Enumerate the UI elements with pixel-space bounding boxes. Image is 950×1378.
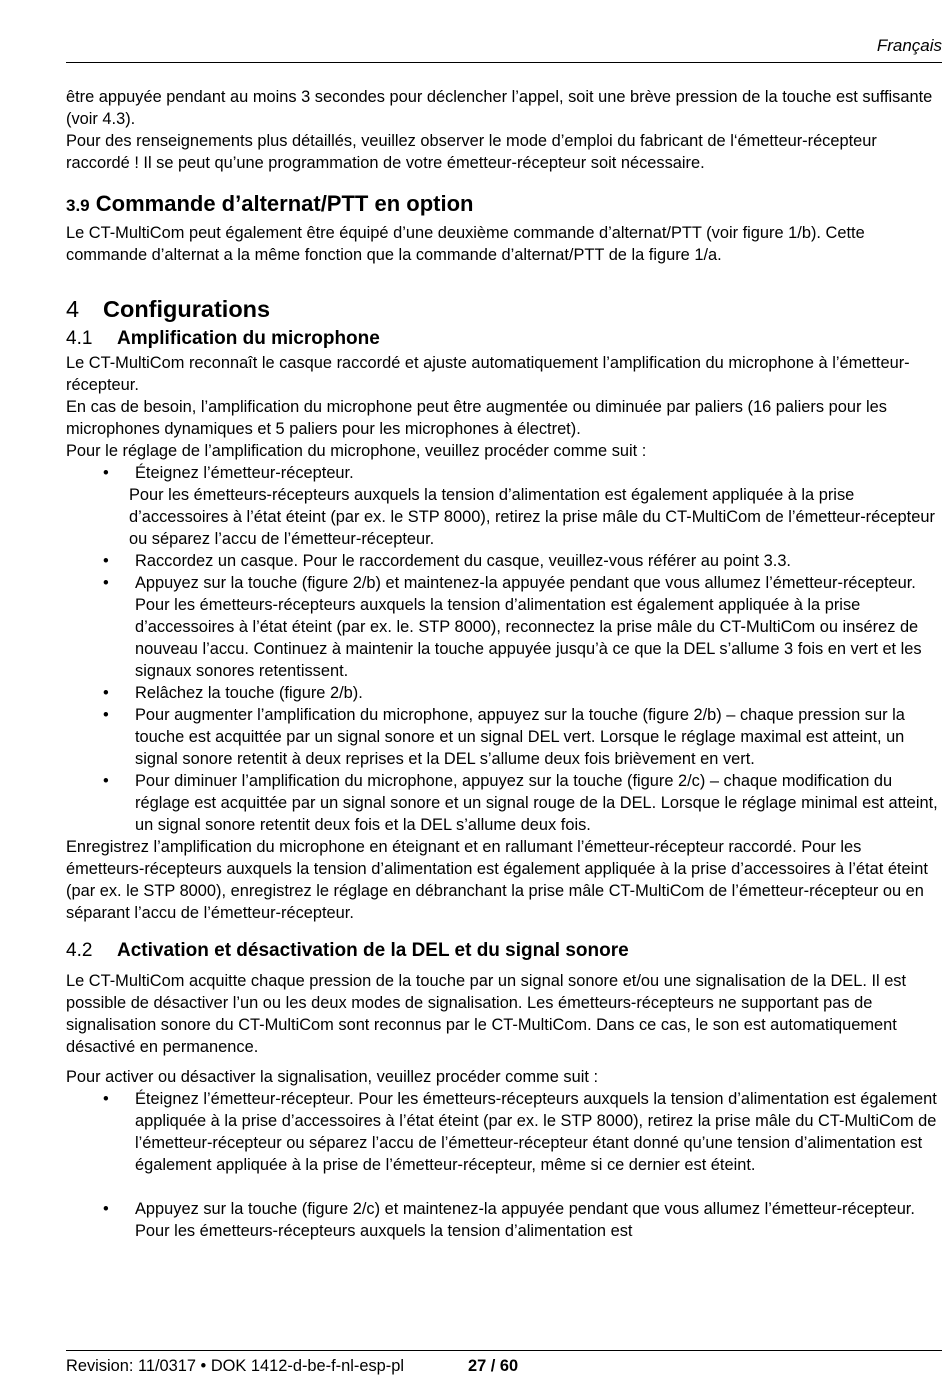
intro-paragraph: Pour des renseignements plus détaillés, veuillez observer le mode d’emploi du fabricant de l‘émetteur-récepteur raccordé ! Il se peut qu’une programmation de votre émetteur-récepteur soit nécessaire. <box>66 132 877 172</box>
section-title: Activation et désactivation de la DEL et du signal sonore <box>117 940 629 961</box>
footer-revision: Revision: 11/0317 • DOK 1412-d-be-f-nl-esp-pl <box>66 1357 404 1375</box>
section-4-heading <box>66 294 944 324</box>
header-language: Français <box>876 36 942 55</box>
list-item <box>66 770 944 836</box>
list-item <box>66 1198 944 1242</box>
bullet-list <box>66 462 944 836</box>
section-title: Commande d’alternat/PTT en option <box>95 191 474 216</box>
list-item <box>66 682 944 704</box>
bullet-icon: • <box>103 552 109 570</box>
list-item-text: Éteignez l’émetteur-récepteur. <box>135 464 354 482</box>
list-item <box>66 1088 944 1176</box>
list-item-text: Relâchez la touche (figure 2/b). <box>135 684 363 702</box>
section-number: 4 <box>66 296 80 322</box>
list-item <box>66 704 944 770</box>
bullet-icon: • <box>103 706 109 724</box>
section-3-9-body: Le CT-MultiCom peut également être équipé d’une deuxième commande d’alternat/PTT (voir figure 1/b). Cette commande d’alternat a la même fonction que la commande d’alternat/PTT de la figure 1/a. <box>66 224 865 264</box>
list-item-text: Appuyez sur la touche (figure 2/c) et maintenez-la appuyée pendant que vous allumez l’émetteur-récepteur. Pour les émetteurs-récepteurs auxquels la tension d’alimentation est <box>135 1200 915 1240</box>
bullet-list <box>66 1088 944 1242</box>
section-4-2-heading <box>66 938 944 964</box>
section-title: Configurations <box>103 296 271 322</box>
paragraph: Le CT-MultiCom acquitte chaque pression de la touche par un signal sonore et/ou une signalisation de la DEL. Il est possible de désactiver l’un ou les deux modes de signalisation. Les émetteurs-récepteurs ne supportant pas de signalisation sonore du CT-MultiCom sont reconnus par le CT-MultiCom. Dans ce cas, le son est automatiquement désactivé en permanence. <box>66 972 907 1056</box>
bullet-icon: • <box>103 464 109 482</box>
list-item-text: Pour augmenter l’amplification du microphone, appuyez sur la touche (figure 2/b) – chaque pression sur la touche est acquittée par un signal sonore et un signal DEL vert. Lorsque le réglage maximal est atteint, un signal sonore retentit à deux reprises et la DEL s’allume deux fois brièvement en vert. <box>135 706 905 768</box>
bullet-icon: • <box>103 772 109 790</box>
section-3-9-heading <box>66 190 944 220</box>
list-item-text: Éteignez l’émetteur-récepteur. Pour les émetteurs-récepteurs auxquels la tension d’alimentation est également appliquée à la prise d’accessoires à l’état éteint (par ex. le STP 8000), retirez la prise mâle du CT-MultiCom de l’émetteur-récepteur ou séparez l’accu de l’émetteur-récepteur étant donné qu’une tension d’alimentation est également appliquée à la prise de l’émetteur-récepteur, même si ce dernier est éteint. <box>135 1090 937 1174</box>
bullet-icon: • <box>103 574 109 592</box>
footer-rule <box>66 1350 942 1351</box>
paragraph: En cas de besoin, l’amplification du microphone peut être augmentée ou diminuée par paliers (16 paliers pour les microphones dynamiques et 5 paliers pour les microphones à électret). <box>66 398 887 438</box>
list-item-text: Appuyez sur la touche (figure 2/b) et maintenez-la appuyée pendant que vous allumez l’émetteur-récepteur. Pour les émetteurs-récepteurs auxquels la tension d’alimentation est également appliquée à la prise d’accessoires à l’état éteint (par ex. le. STP 8000), reconnectez la prise mâle du CT-MultiCom ou insérez de nouveau l’accu. Continuez à maintenir la touche appuyée jusqu’à ce que la DEL s’allume 3 fois en vert et les signaux sonores retentissent. <box>135 574 922 680</box>
bullet-icon: • <box>103 684 109 702</box>
paragraph: Pour activer ou désactiver la signalisation, veuillez procéder comme suit : <box>66 1068 599 1086</box>
list-item-subtext: Pour les émetteurs-récepteurs auxquels la tension d’alimentation est également appliquée à la prise d’accessoires à l’état éteint (par ex. le STP 8000), retirez la prise mâle du CT-MultiCom de l’émetteur-récepteur ou séparez l’accu de l’émetteur-récepteur. <box>129 486 935 548</box>
section-4-1-heading <box>66 326 944 352</box>
section-number: 3.9 <box>66 196 90 215</box>
list-item <box>66 462 944 550</box>
list-item <box>66 572 944 682</box>
list-item-text: Pour diminuer l’amplification du microphone, appuyez sur la touche (figure 2/c) – chaque modification du réglage est acquittée par un signal sonore et un signal rouge de la DEL. Lorsque le réglage minimal est atteint, un signal sonore retentit deux fois et la DEL s’allume deux fois. <box>135 772 938 834</box>
intro-paragraph: être appuyée pendant au moins 3 secondes pour déclencher l’appel, soit une brève pression de la touche est suffisante (voir 4.3). <box>66 88 933 128</box>
list-item <box>66 550 944 572</box>
section-number: 4.1 <box>66 328 93 349</box>
page-number: 27 / 60 <box>468 1357 519 1375</box>
footer <box>66 1356 519 1376</box>
page-content <box>66 86 944 1242</box>
section-title: Amplification du microphone <box>117 328 380 349</box>
bullet-icon: • <box>103 1090 109 1108</box>
section-number: 4.2 <box>66 940 93 961</box>
header-rule <box>66 62 942 63</box>
bullet-icon: • <box>103 1200 109 1218</box>
closing-paragraph: Enregistrez l’amplification du microphone en éteignant et en rallumant l’émetteur-récepteur raccordé. Pour les émetteurs-récepteurs auxquels la tension d’alimentation est également appliquée à la prise d’accessoires à l’état éteint (par ex. le STP 8000), enregistrez le réglage en débranchant la prise mâle CT-MultiCom de l’émetteur-récepteur ou en séparant l’accu de l’émetteur-récepteur. <box>66 838 928 922</box>
paragraph: Le CT-MultiCom reconnaît le casque raccordé et ajuste automatiquement l’amplification du microphone à l’émetteur-récepteur. <box>66 354 910 394</box>
paragraph: Pour le réglage de l’amplification du microphone, veuillez procéder comme suit : <box>66 442 647 460</box>
list-item-text: Raccordez un casque. Pour le raccordement du casque, veuillez-vous référer au point 3.3. <box>135 552 791 570</box>
